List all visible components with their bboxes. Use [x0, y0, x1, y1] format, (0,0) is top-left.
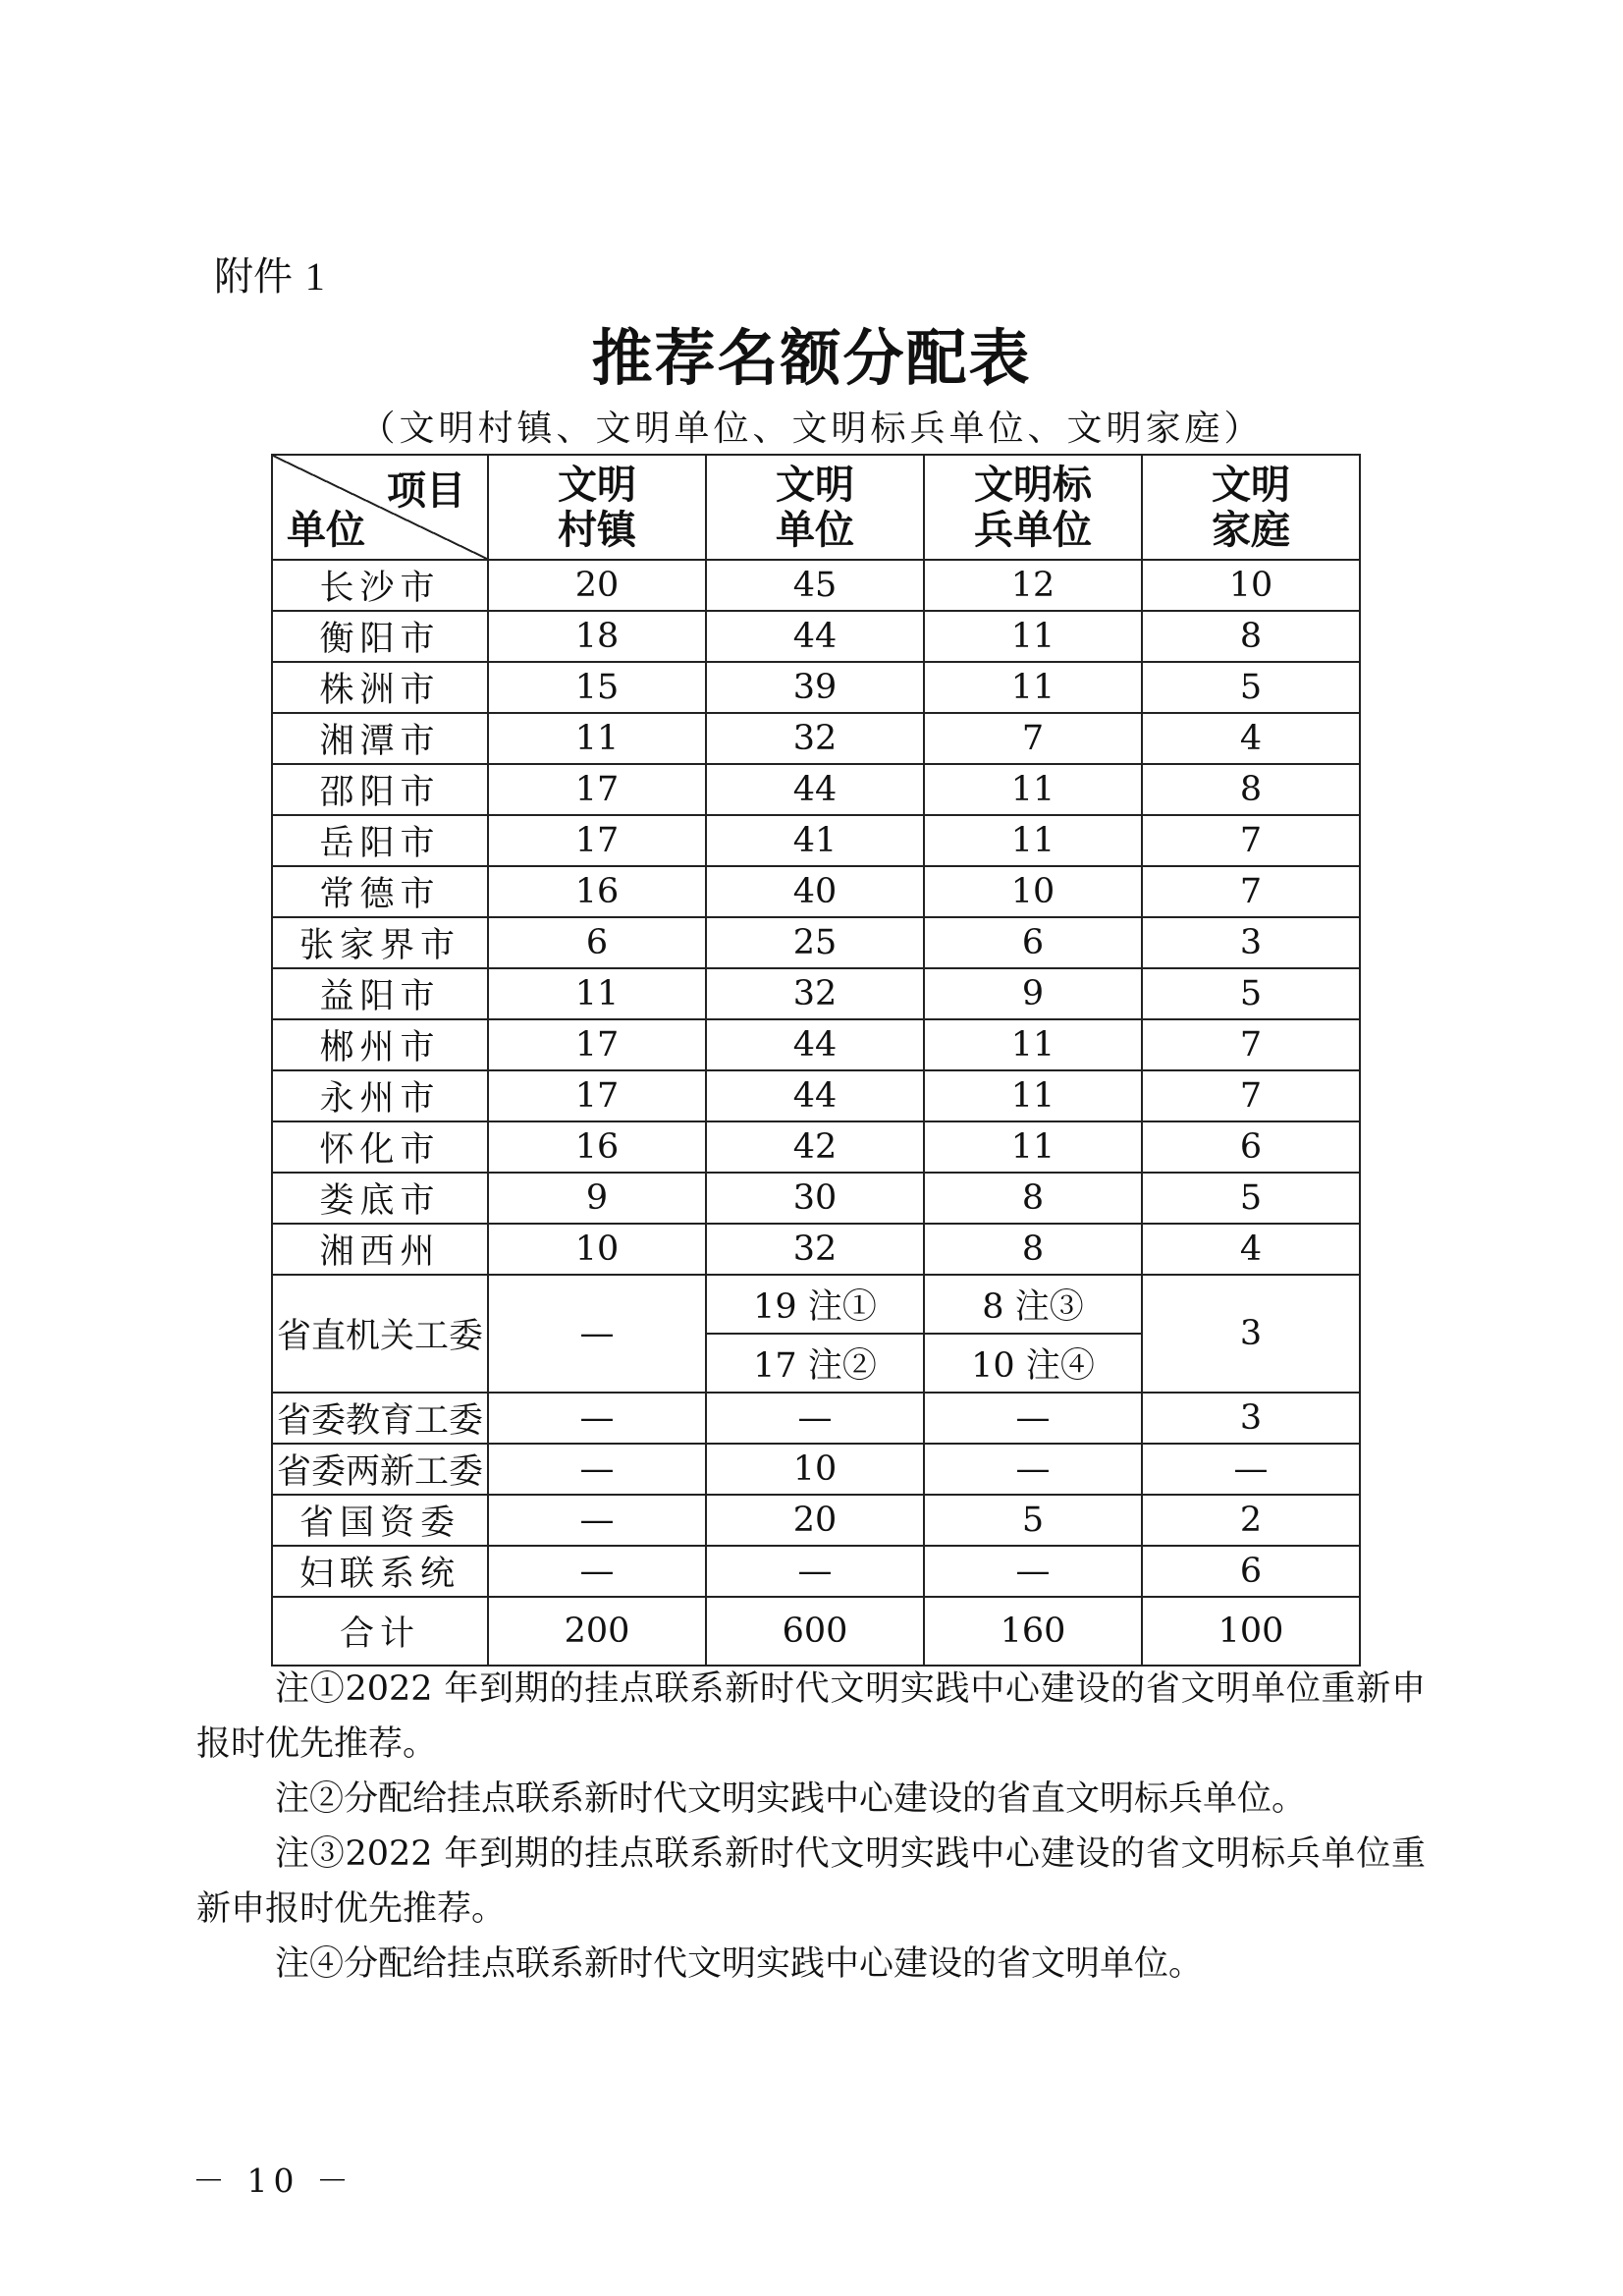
- table-row: [272, 662, 1360, 713]
- row-unit-cell: 永州市: [272, 1070, 488, 1121]
- column-header-family: [1142, 455, 1360, 560]
- value-cell: 8: [1142, 764, 1360, 815]
- value-cell: 2: [1142, 1495, 1360, 1546]
- table-row: [272, 815, 1360, 866]
- page-title: 推荐名额分配表: [591, 322, 1032, 394]
- value-cell: 10: [1142, 560, 1360, 611]
- header-line2: 单位: [776, 507, 854, 553]
- value-cell: 17: [488, 764, 706, 815]
- value-cell: 44: [706, 1019, 924, 1070]
- total-value-cell: 160: [924, 1597, 1142, 1666]
- header-line2: 兵单位: [974, 507, 1092, 553]
- row-unit-cell: 常德市: [272, 866, 488, 917]
- value-cell: 9: [488, 1173, 706, 1224]
- value-cell: 16: [488, 866, 706, 917]
- row-unit-cell: 省委两新工委: [272, 1444, 488, 1495]
- value-cell: 45: [706, 560, 924, 611]
- column-header-unit: [706, 455, 924, 560]
- row-unit-cell: 湘西州: [272, 1224, 488, 1275]
- value-cell: 17: [488, 1070, 706, 1121]
- value-cell: 5: [1142, 968, 1360, 1019]
- table-row: [272, 1495, 1360, 1546]
- value-cell: 7: [1142, 815, 1360, 866]
- value-cell: —: [488, 1393, 706, 1444]
- table-row: [272, 1070, 1360, 1121]
- value-cell: 7: [924, 713, 1142, 764]
- value-cell: —: [488, 1495, 706, 1546]
- table-row: [272, 1393, 1360, 1444]
- value-cell: 3: [1142, 1275, 1360, 1393]
- notes-section: [196, 1662, 1426, 1992]
- header-line1: 文明: [558, 462, 636, 508]
- value-cell: 5: [1142, 1173, 1360, 1224]
- table-row: [272, 1173, 1360, 1224]
- table-row: [272, 611, 1360, 662]
- value-cell: 11: [488, 713, 706, 764]
- total-value-cell: 200: [488, 1597, 706, 1666]
- value-cell: 7: [1142, 866, 1360, 917]
- table-row: [272, 560, 1360, 611]
- value-cell: 6: [1142, 1546, 1360, 1597]
- value-cell: 11: [924, 662, 1142, 713]
- value-cell: 3: [1142, 917, 1360, 968]
- row-unit-cell: 省国资委: [272, 1495, 488, 1546]
- value-cell: 8 注③: [924, 1275, 1142, 1334]
- value-cell: 5: [924, 1495, 1142, 1546]
- value-cell: 16: [488, 1121, 706, 1173]
- row-unit-cell: 怀化市: [272, 1121, 488, 1173]
- table-row: [272, 764, 1360, 815]
- value-cell: —: [1142, 1444, 1360, 1495]
- value-cell: 17 注②: [706, 1334, 924, 1393]
- value-cell: 10 注④: [924, 1334, 1142, 1393]
- attachment-number: 1: [304, 254, 325, 299]
- header-line2: 家庭: [1212, 507, 1290, 553]
- value-cell: 19 注①: [706, 1275, 924, 1334]
- header-line1: 文明: [1212, 462, 1290, 508]
- value-cell: 6: [924, 917, 1142, 968]
- value-cell: 10: [706, 1444, 924, 1495]
- value-cell: 41: [706, 815, 924, 866]
- row-unit-cell: 省委教育工委: [272, 1393, 488, 1444]
- table-row: [272, 1019, 1360, 1070]
- row-unit-cell: 娄底市: [272, 1173, 488, 1224]
- value-cell: 25: [706, 917, 924, 968]
- value-cell: 9: [924, 968, 1142, 1019]
- value-cell: 11: [924, 1019, 1142, 1070]
- value-cell: 17: [488, 815, 706, 866]
- value-cell: 20: [488, 560, 706, 611]
- table-row: [272, 1275, 1360, 1334]
- row-unit-cell: 湘潭市: [272, 713, 488, 764]
- value-cell: 18: [488, 611, 706, 662]
- value-cell: 8: [1142, 611, 1360, 662]
- value-cell: 8: [924, 1173, 1142, 1224]
- table-row: [272, 1224, 1360, 1275]
- attachment-label: [214, 246, 325, 301]
- table-row: [272, 713, 1360, 764]
- value-cell: —: [924, 1393, 1142, 1444]
- column-header-model-unit: [924, 455, 1142, 560]
- header-line1: 文明标: [974, 462, 1092, 508]
- value-cell: 11: [924, 815, 1142, 866]
- header-line1: 文明: [776, 462, 854, 508]
- table-header-row: [272, 455, 1360, 560]
- corner-item-label: 项目: [387, 468, 465, 514]
- value-cell: 40: [706, 866, 924, 917]
- total-value-cell: 100: [1142, 1597, 1360, 1666]
- note-paragraph: 注①2022 年到期的挂点联系新时代文明实践中心建设的省文明单位重新申报时优先推荐。: [196, 1669, 1426, 1764]
- value-cell: 17: [488, 1019, 706, 1070]
- value-cell: 32: [706, 1224, 924, 1275]
- row-unit-cell: 郴州市: [272, 1019, 488, 1070]
- value-cell: 44: [706, 611, 924, 662]
- value-cell: 7: [1142, 1070, 1360, 1121]
- value-cell: 32: [706, 968, 924, 1019]
- value-cell: —: [924, 1546, 1142, 1597]
- total-row: [272, 1597, 1360, 1666]
- value-cell: 4: [1142, 1224, 1360, 1275]
- page-number: － 10 －: [192, 2161, 354, 2200]
- value-cell: 8: [924, 1224, 1142, 1275]
- value-cell: 15: [488, 662, 706, 713]
- value-cell: 30: [706, 1173, 924, 1224]
- value-cell: 39: [706, 662, 924, 713]
- value-cell: 11: [924, 611, 1142, 662]
- value-cell: 10: [924, 866, 1142, 917]
- attachment-text: 附件: [214, 254, 293, 300]
- column-header-village: [488, 455, 706, 560]
- row-unit-cell: 长沙市: [272, 560, 488, 611]
- note-paragraph: 注③2022 年到期的挂点联系新时代文明实践中心建设的省文明标兵单位重新申报时优先推荐。: [196, 1834, 1426, 1929]
- value-cell: 11: [924, 764, 1142, 815]
- table-row: [272, 1121, 1360, 1173]
- total-value-cell: 600: [706, 1597, 924, 1666]
- value-cell: 3: [1142, 1393, 1360, 1444]
- value-cell: —: [488, 1546, 706, 1597]
- value-cell: —: [706, 1393, 924, 1444]
- value-cell: —: [488, 1444, 706, 1495]
- table-row: [272, 866, 1360, 917]
- table-row: [272, 1546, 1360, 1597]
- value-cell: 6: [1142, 1121, 1360, 1173]
- value-cell: 44: [706, 1070, 924, 1121]
- value-cell: 12: [924, 560, 1142, 611]
- value-cell: 20: [706, 1495, 924, 1546]
- row-unit-cell: 衡阳市: [272, 611, 488, 662]
- row-unit-cell: 岳阳市: [272, 815, 488, 866]
- value-cell: 11: [924, 1121, 1142, 1173]
- value-cell: 5: [1142, 662, 1360, 713]
- row-unit-cell: 妇联系统: [272, 1546, 488, 1597]
- value-cell: 10: [488, 1224, 706, 1275]
- value-cell: 11: [924, 1070, 1142, 1121]
- total-label-cell: 合计: [272, 1597, 488, 1666]
- note-paragraph: 注④分配给挂点联系新时代文明实践中心建设的省文明单位。: [275, 1944, 1204, 1984]
- value-cell: 4: [1142, 713, 1360, 764]
- value-cell: 42: [706, 1121, 924, 1173]
- value-cell: 6: [488, 917, 706, 968]
- row-unit-cell: 株洲市: [272, 662, 488, 713]
- corner-unit-label: 单位: [287, 508, 365, 553]
- note-paragraph: 注②分配给挂点联系新时代文明实践中心建设的省直文明标兵单位。: [275, 1779, 1307, 1819]
- value-cell: 32: [706, 713, 924, 764]
- value-cell: —: [924, 1444, 1142, 1495]
- header-line2: 村镇: [558, 507, 636, 553]
- value-cell: 7: [1142, 1019, 1360, 1070]
- table-row: [272, 968, 1360, 1019]
- value-cell: —: [706, 1546, 924, 1597]
- corner-header-cell: [272, 455, 488, 560]
- row-unit-cell: 益阳市: [272, 968, 488, 1019]
- row-unit-cell: 张家界市: [272, 917, 488, 968]
- allocation-table: [271, 454, 1361, 1667]
- row-unit-cell: 邵阳市: [272, 764, 488, 815]
- table-row: [272, 1444, 1360, 1495]
- value-cell: 11: [488, 968, 706, 1019]
- value-cell: 44: [706, 764, 924, 815]
- value-cell: —: [488, 1275, 706, 1393]
- page-subtitle: （文明村镇、文明单位、文明标兵单位、文明家庭）: [359, 409, 1264, 449]
- row-unit-cell: 省直机关工委: [272, 1275, 488, 1393]
- table-row: [272, 917, 1360, 968]
